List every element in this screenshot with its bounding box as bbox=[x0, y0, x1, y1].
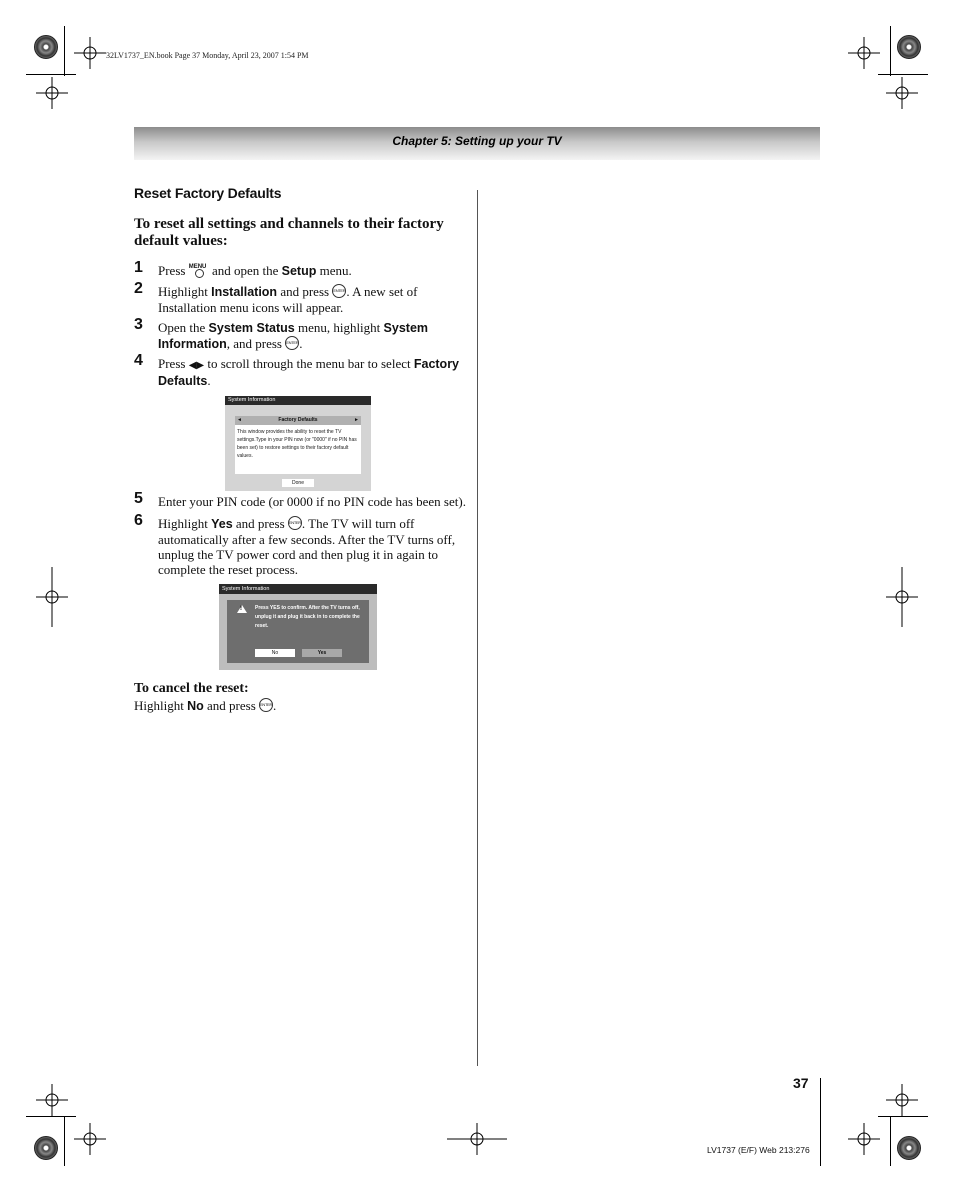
step-text: Press ◀▶ to scroll through the menu bar to select Factory Defaults. bbox=[158, 356, 460, 388]
no-button: No bbox=[255, 649, 295, 657]
step-text: Highlight Installation and press ENTER. A new set of Installation menu icons will appear. bbox=[158, 284, 418, 315]
screen-message: This window provides the ability to reset the TV settings.Type in your PIN now (or "0000" if no PIN has been set) to restore settings to their factory default values. bbox=[237, 429, 357, 459]
step-number: 6 bbox=[134, 512, 143, 529]
step-text: Highlight Yes and press ENTER. The TV will turn off automatically after a few seconds. After the TV turns off, unplug the TV power cord and then plug it in again to complete the reset process. bbox=[158, 516, 456, 577]
left-arrow-icon: ◄ bbox=[237, 417, 242, 423]
menu-button-icon: MENU bbox=[189, 263, 209, 277]
step-text: Enter your PIN code (or 0000 if no PIN code has been set). bbox=[158, 494, 466, 509]
step-number: 2 bbox=[134, 280, 143, 297]
screen-title: System Information bbox=[219, 584, 377, 594]
enter-button-icon: ENTER bbox=[285, 336, 299, 350]
screen-body bbox=[235, 425, 361, 474]
footer-code: LV1737 (E/F) Web 213:276 bbox=[707, 1145, 810, 1155]
file-info: 32LV1737_EN.book Page 37 Monday, April 23, 2007 1:54 PM bbox=[106, 51, 309, 60]
step-number: 1 bbox=[134, 259, 143, 276]
intro-text: To reset all settings and channels to their factory default values: bbox=[134, 216, 444, 249]
cancel-text: Highlight No and press ENTER. bbox=[134, 698, 277, 713]
confirm-panel bbox=[227, 600, 369, 663]
screen-tab-label: Factory Defaults bbox=[278, 417, 318, 423]
screen-title: System Information bbox=[225, 396, 371, 405]
warning-icon: ! bbox=[237, 605, 247, 613]
step-text: Open the System Status menu, highlight System Information, and press ENTER. bbox=[158, 320, 429, 351]
done-button: Done bbox=[282, 479, 314, 487]
confirm-reset-screen bbox=[219, 584, 377, 670]
chapter-title: Chapter 5: Setting up your TV bbox=[392, 134, 562, 148]
column-divider bbox=[477, 190, 478, 1066]
footer-rule bbox=[820, 1078, 821, 1166]
step-number: 5 bbox=[134, 490, 143, 507]
right-arrow-icon: ► bbox=[354, 417, 359, 423]
confirm-message: Press YES to confirm. After the TV turns off, unplug it and plug it back in to complete the reset. bbox=[255, 605, 360, 629]
factory-defaults-screen bbox=[225, 396, 371, 491]
cancel-heading: To cancel the reset: bbox=[134, 681, 249, 696]
enter-button-icon: ENTER bbox=[288, 516, 302, 530]
enter-button-icon: ENTER bbox=[332, 284, 346, 298]
step-number: 4 bbox=[134, 352, 143, 369]
enter-button-icon: ENTER bbox=[259, 698, 273, 712]
page-number: 37 bbox=[793, 1075, 809, 1091]
step-number: 3 bbox=[134, 316, 143, 333]
left-right-arrows-icon: ◀▶ bbox=[188, 360, 205, 371]
step-text: Press MENU and open the Setup menu. bbox=[158, 263, 352, 278]
screen-tab-bar bbox=[235, 416, 361, 425]
yes-button: Yes bbox=[302, 649, 342, 657]
section-heading: Reset Factory Defaults bbox=[134, 185, 282, 201]
